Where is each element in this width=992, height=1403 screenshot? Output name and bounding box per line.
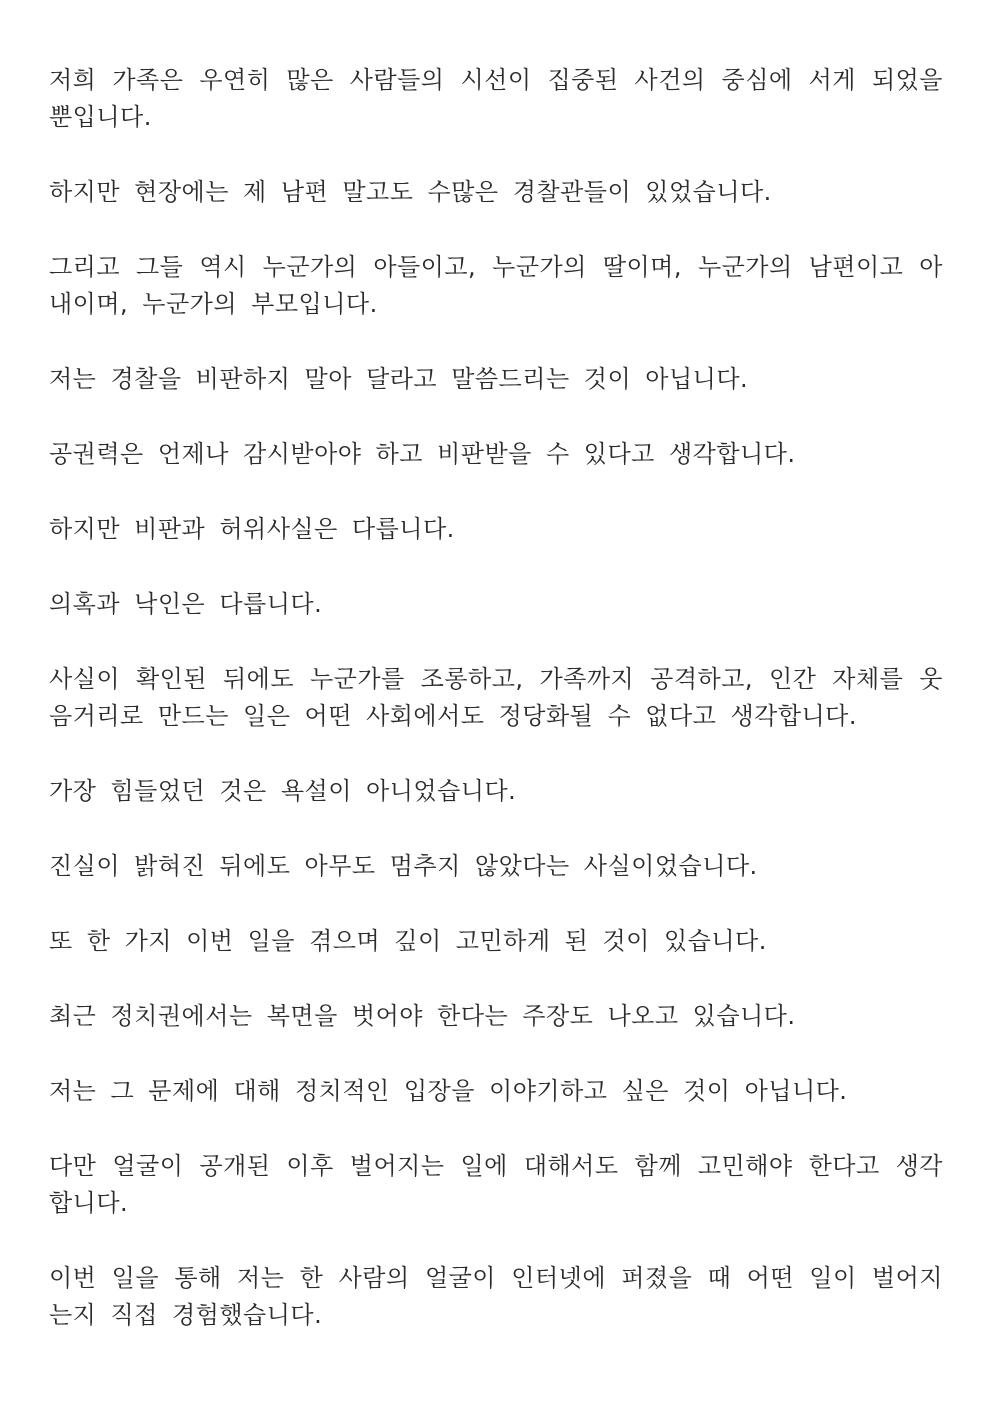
paragraph: 이번 일을 통해 저는 한 사람의 얼굴이 인터넷에 퍼졌을 때 어떤 일이 벌어지는지 직접 경험했습니다. bbox=[49, 1264, 943, 1329]
paragraph: 사실이 확인된 뒤에도 누군가를 조롱하고, 가족까지 공격하고, 인간 자체를 웃음거리로 만드는 일은 어떤 사회에서도 정당화될 수 없다고 생각합니다. bbox=[49, 665, 943, 730]
paragraph: 하지만 비판과 허위사실은 다릅니다. bbox=[49, 515, 455, 543]
paragraph: 저희 가족은 우연히 많은 사람들의 시선이 집중된 사건의 중심에 서게 되었을 뿐입니다. bbox=[49, 66, 943, 131]
paragraph: 그리고 그들 역시 누군가의 아들이고, 누군가의 딸이며, 누군가의 남편이고 아내이며, 누군가의 부모입니다. bbox=[49, 253, 943, 318]
paragraph: 저는 그 문제에 대해 정치적인 입장을 이야기하고 싶은 것이 아닙니다. bbox=[49, 1077, 848, 1105]
paragraph: 또 한 가지 이번 일을 겪으며 깊이 고민하게 된 것이 있습니다. bbox=[49, 927, 767, 955]
paragraph: 다만 얼굴이 공개된 이후 벌어지는 일에 대해서도 함께 고민해야 한다고 생각합니다. bbox=[49, 1152, 943, 1217]
paragraph: 공권력은 언제나 감시받아야 하고 비판받을 수 있다고 생각합니다. bbox=[49, 440, 796, 468]
paragraph: 의혹과 낙인은 다릅니다. bbox=[49, 590, 323, 618]
paragraph: 최근 정치권에서는 복면을 벗어야 한다는 주장도 나오고 있습니다. bbox=[49, 1002, 796, 1030]
document-body bbox=[49, 62, 943, 1334]
paragraph: 가장 힘들었던 것은 욕설이 아니었습니다. bbox=[49, 777, 517, 805]
paragraph: 저는 경찰을 비판하지 말아 달라고 말씀드리는 것이 아닙니다. bbox=[49, 365, 749, 393]
paragraph: 진실이 밝혀진 뒤에도 아무도 멈추지 않았다는 사실이었습니다. bbox=[49, 852, 758, 880]
paragraph: 하지만 현장에는 제 남편 말고도 수많은 경찰관들이 있었습니다. bbox=[49, 178, 772, 206]
